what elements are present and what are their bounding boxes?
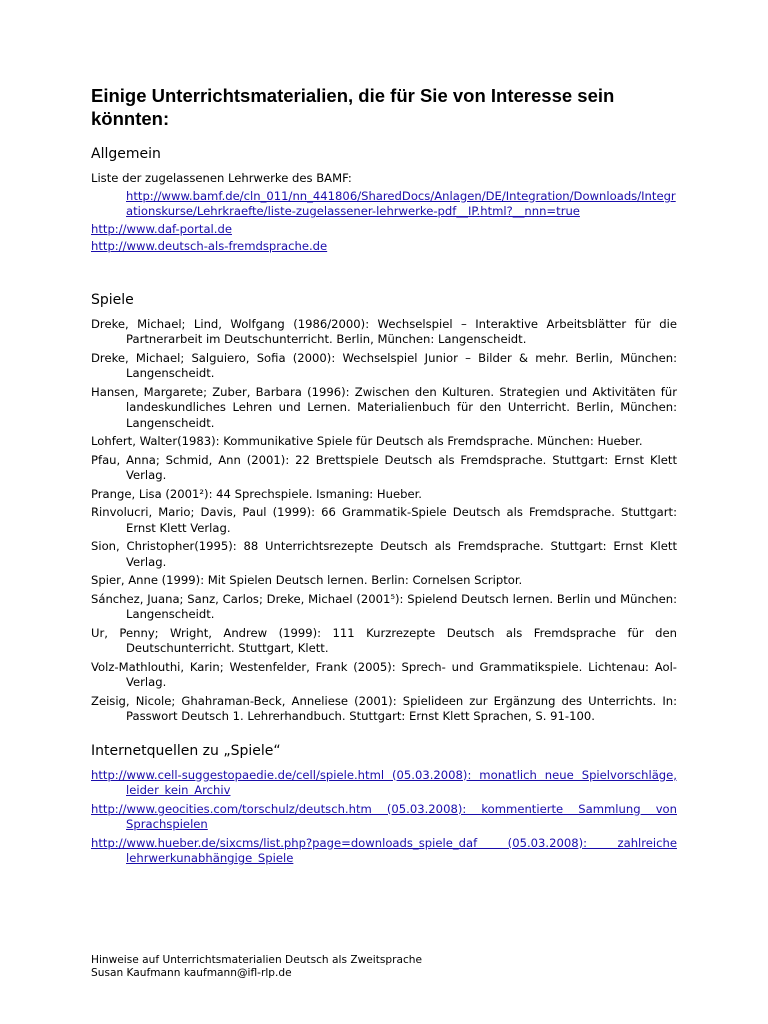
internet-source-item: [91, 768, 677, 799]
footer-line-1: Hinweise auf Unterrichtsmaterialien Deutsch als Zweitsprache: [91, 954, 423, 966]
bamf-link[interactable]: http://www.bamf.de/cln_011/nn_441806/SharedDocs/Anlagen/DE/Integration/Downloads/Integrationskurse/Lehrkraefte/liste-zugelassener-lehrwerke-pdf__IP.html?__nnn=true: [126, 188, 676, 218]
section-heading-spiele: Spiele: [91, 291, 134, 308]
reference-item: Zeisig, Nicole; Ghahraman-Beck, Anneliese (2001): Spielideen zur Ergänzung des Unterrichts. In: Passwort Deutsch 1. Lehrerhandbuch. Stuttgart: Ernst Klett Sprachen, S. 91-100.: [91, 693, 677, 723]
geocities-link[interactable]: http://www.geocities.com/torschulz/deutsch.htm (05.03.2008): kommentierte Sammlung von Sprachspielen: [91, 801, 677, 831]
page-title: Einige Unterrichtsmaterialien, die für Sie von Interesse sein könnten:: [91, 85, 615, 129]
cell-suggestopaedie-link[interactable]: http://www.cell-suggestopaedie.de/cell/spiele.html (05.03.2008): monatlich neue Spielvorschläge, leider kein Archiv: [91, 767, 677, 797]
reference-item: Rinvolucri, Mario; Davis, Paul (1999): 66 Grammatik-Spiele Deutsch als Fremdsprache. Stuttgart: Ernst Klett Verlag.: [91, 505, 677, 535]
reference-item: Volz-Mathlouthi, Karin; Westenfelder, Frank (2005): Sprech- und Grammatikspiele. Lichtenau: Aol-Verlag.: [91, 659, 677, 689]
reference-item: Hansen, Margarete; Zuber, Barbara (1996): Zwischen den Kulturen. Strategien und Aktivitäten für landeskundliches Lehren und Lernen. Materialienbuch für den Unterricht. Berlin, München: Langenscheidt.: [91, 384, 677, 430]
section-allgemein: [91, 145, 677, 255]
section-spiele: [91, 291, 677, 725]
reference-item: Pfau, Anna; Schmid, Ann (2001): 22 Brettspiele Deutsch als Fremdsprache. Stuttgart: Ernst Klett Verlag.: [91, 452, 677, 482]
section-internetquellen: [91, 742, 677, 867]
section-heading-allgemein: Allgemein: [91, 146, 161, 162]
bamf-intro-text: Liste der zugelassenen Lehrwerke des BAMF:: [91, 171, 352, 185]
deutsch-als-fremdsprache-link[interactable]: http://www.deutsch-als-fremdsprache.de: [91, 239, 328, 253]
reference-item: Prange, Lisa (2001²): 44 Sprechspiele. Ismaning: Hueber.: [91, 486, 422, 501]
link-item: [91, 239, 677, 255]
reference-item: Spier, Anne (1999): Mit Spielen Deutsch lernen. Berlin: Cornelsen Scriptor.: [91, 573, 523, 587]
reference-item: Sánchez, Juana; Sanz, Carlos; Dreke, Michael (2001⁵): Spielend Deutsch lernen. Berlin und München: Langenscheidt.: [91, 591, 677, 621]
hueber-link[interactable]: http://www.hueber.de/sixcms/list.php?page=downloads_spiele_daf (05.03.2008): zahlreiche lehrwerkunabhängige Spiele: [91, 835, 677, 865]
link-item: [91, 222, 677, 238]
internet-source-item: [91, 836, 677, 867]
page-footer: [91, 954, 677, 980]
reference-item: Dreke, Michael; Lind, Wolfgang (1986/2000): Wechselspiel – Interaktive Arbeitsblätter für die Partnerarbeit im Deutschunterricht. Berlin, München: Langenscheidt.: [91, 316, 677, 346]
internet-source-item: [91, 802, 677, 833]
section-heading-internetquellen: Internetquellen zu „Spiele“: [91, 742, 281, 759]
daf-portal-link[interactable]: http://www.daf-portal.de: [91, 221, 232, 236]
reference-item: Sion, Christopher(1995): 88 Unterrichtsrezepte Deutsch als Fremdsprache. Stuttgart: Ernst Klett Verlag.: [91, 539, 677, 569]
footer-line-2: Susan Kaufmann kaufmann@ifl-rlp.de: [91, 967, 292, 979]
reference-item: Ur, Penny; Wright, Andrew (1999): 111 Kurzrezepte Deutsch als Fremdsprache für den Deutschunterricht. Stuttgart, Klett.: [91, 625, 677, 655]
link-item: [91, 189, 677, 220]
reference-item: Lohfert, Walter(1983): Kommunikative Spiele für Deutsch als Fremdsprache. München: Hueber.: [91, 434, 643, 448]
reference-item: Dreke, Michael; Salguiero, Sofia (2000): Wechselspiel Junior – Bilder & mehr. Berlin, München: Langenscheidt.: [91, 350, 677, 380]
document-page: [91, 84, 677, 870]
